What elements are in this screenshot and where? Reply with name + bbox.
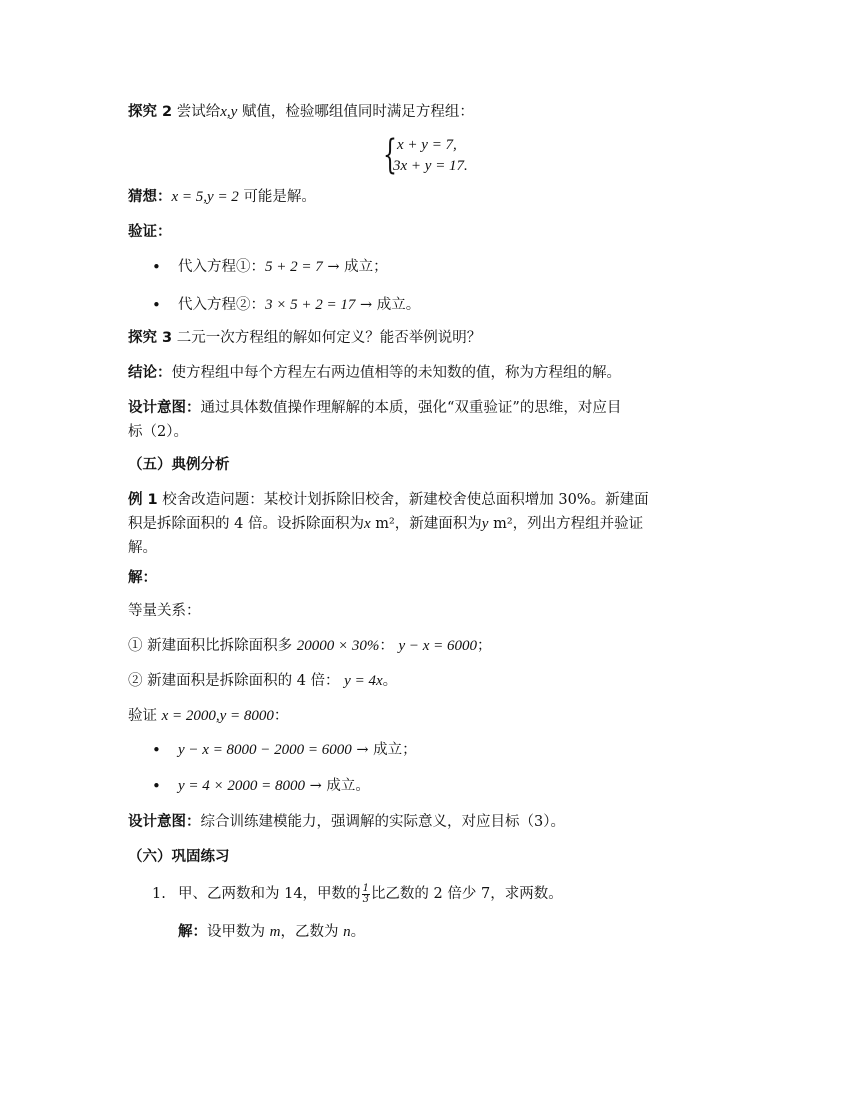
- equation-system: [383, 132, 503, 179]
- exercise1-sol-c: 。: [350, 924, 366, 940]
- example1-label: 例 1: [128, 492, 158, 508]
- exercise1-var-m: m: [269, 924, 281, 940]
- intent1-label: 设计意图：: [128, 400, 201, 416]
- explore3-paragraph: [128, 326, 728, 350]
- verify-solution-expr: x = 2000,y = 8000: [161, 708, 274, 724]
- solution-label: 解：: [128, 570, 157, 586]
- section6-heading: [128, 845, 728, 869]
- solution-bullet-suffix: → 成立。: [309, 778, 370, 794]
- fraction-one-third: [362, 884, 370, 905]
- section6-title: （六）巩固练习: [128, 849, 230, 865]
- list-item: [128, 255, 728, 279]
- example1-unit-y: m²: [493, 516, 513, 532]
- relation-2: [128, 669, 728, 693]
- fraction-denominator: 3: [362, 893, 369, 905]
- explore2-vars: x,y: [220, 104, 238, 120]
- exercise1-sol-b: ，乙数为: [280, 924, 339, 940]
- relation-1-calc: 20000 × 30%: [296, 638, 380, 654]
- conclusion-label: 结论：: [128, 365, 172, 381]
- exercise1-solution: [128, 920, 728, 944]
- solution-bullet-expr: y − x = 8000 − 2000 = 6000: [178, 742, 352, 758]
- fraction-numerator: 1: [362, 882, 369, 894]
- verify-solution: [128, 704, 728, 728]
- example1-var-x: x: [363, 516, 371, 532]
- intent2-paragraph: [128, 810, 728, 834]
- relation-2-eq: y = 4x: [344, 673, 383, 689]
- example1-line3: 解。: [128, 540, 157, 556]
- exercise1-number: 1.: [152, 886, 166, 902]
- explore3-label: 探究 3: [128, 330, 173, 346]
- relation-2-text: ② 新建面积是拆除面积的 4 倍：: [128, 673, 340, 689]
- verify-solution-end: ：: [273, 708, 289, 724]
- exercise1-var-n: n: [343, 924, 351, 940]
- example1-var-y: y: [481, 516, 489, 532]
- intent2-label: 设计意图：: [128, 814, 201, 830]
- example1-line2b: ，新建面积为: [394, 516, 482, 532]
- verify-item-suffix: → 成立；: [327, 259, 388, 275]
- intent1-line2: 标（2）。: [128, 424, 188, 440]
- exercise1-sol-a: 设甲数为: [207, 924, 265, 940]
- guess-paragraph: [128, 185, 728, 209]
- explore2-label: 探究 2: [128, 104, 173, 120]
- equation-2: 3x + y = 17.: [393, 158, 468, 174]
- verify-item-prefix: 代入方程①：: [178, 259, 265, 275]
- solution-verify-list: [128, 738, 728, 798]
- guess-expr: x = 5,y = 2: [171, 189, 239, 205]
- list-item: [128, 738, 728, 762]
- relation-1-eq: y − x = 6000: [398, 638, 478, 654]
- conclusion-text: 使方程组中每个方程左右两边值相等的未知数的值，称为方程组的解。: [171, 365, 621, 381]
- list-item: [128, 774, 728, 798]
- relation-1-sep: ：: [379, 638, 394, 654]
- left-brace-icon: {: [383, 132, 397, 178]
- intent1-paragraph: [128, 396, 728, 444]
- solution-bullet-expr: y = 4 × 2000 = 8000: [178, 778, 306, 794]
- section5-title: （五）典例分析: [128, 457, 230, 473]
- relation-1: [128, 634, 728, 658]
- exercise1-solution-label: 解：: [178, 924, 207, 940]
- equation-1: x + y = 7,: [397, 137, 457, 153]
- exercise1-text-a: 甲、乙两数和为 14，甲数的: [178, 886, 361, 902]
- solution-bullet-suffix: → 成立；: [356, 742, 417, 758]
- verify-heading: [128, 220, 728, 244]
- verify-item-expr: 5 + 2 = 7: [265, 259, 323, 275]
- relation-2-end: 。: [382, 673, 398, 689]
- example1-line2a: 积是拆除面积的 4 倍。设拆除面积为: [128, 516, 364, 532]
- explore2-text-a: 尝试给: [176, 104, 221, 120]
- explore2-text-b: 赋值，检验哪组值同时满足方程组：: [241, 104, 474, 120]
- verify-list: [128, 255, 728, 317]
- relation-1-text: ① 新建面积比拆除面积多: [128, 638, 293, 654]
- verify-solution-text: 验证: [128, 708, 157, 724]
- example1-unit-x: m²: [375, 516, 395, 532]
- verify-item-prefix: 代入方程②：: [178, 297, 265, 313]
- explore2-paragraph: [128, 100, 728, 124]
- section5-heading: [128, 453, 728, 477]
- list-item: [128, 293, 728, 317]
- relation-1-end: ；: [477, 638, 492, 654]
- verify-item-expr: 3 × 5 + 2 = 17: [265, 297, 356, 313]
- explore3-text: 二元一次方程组的解如何定义？能否举例说明？: [176, 330, 482, 346]
- conclusion-paragraph: [128, 361, 728, 385]
- guess-text: 可能是解。: [243, 189, 316, 205]
- relation-heading: [128, 599, 728, 623]
- exercise1-text-b: 比乙数的 2 倍少 7，求两数。: [370, 886, 563, 902]
- exercise1-question: [128, 882, 728, 906]
- verify-label: 验证：: [128, 224, 172, 240]
- example1-line2c: ，列出方程组并验证: [512, 516, 644, 532]
- intent2-text: 综合训练建模能力，强调解的实际意义，对应目标（3）。: [200, 814, 565, 830]
- guess-label: 猜想：: [128, 189, 172, 205]
- verify-item-suffix: → 成立。: [359, 297, 421, 313]
- intent1-line1: 通过具体数值操作理解解的本质，强化“双重验证”的思维，对应目: [200, 400, 622, 416]
- example1-line1: 校舍改造问题：某校计划拆除旧校舍，新建校舍使总面积增加 30%。新建面: [162, 492, 649, 508]
- solution-heading: [128, 566, 728, 590]
- example1-paragraph: [128, 488, 728, 560]
- relation-label: 等量关系：: [128, 603, 201, 619]
